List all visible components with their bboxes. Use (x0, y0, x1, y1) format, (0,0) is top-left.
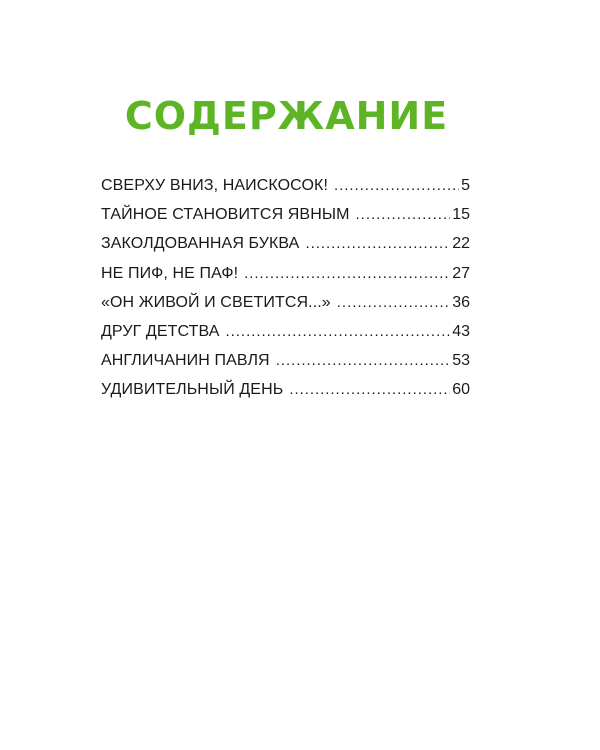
toc-leader-dots (244, 259, 450, 288)
toc-entry-page: 5 (461, 177, 470, 194)
toc-entry-title: УДИВИТЕЛЬНЫЙ ДЕНЬ (101, 381, 284, 399)
toc-entry-page: 15 (452, 206, 470, 224)
toc-leader-dots (337, 288, 450, 317)
page-title: СОДЕРЖАНИЕ (124, 94, 449, 138)
toc-entry-title: СВЕРХУ ВНИЗ, НАИСКОСОК! (101, 177, 328, 194)
toc-entry-page: 22 (452, 235, 470, 253)
table-of-contents (101, 171, 470, 405)
toc-entry (101, 259, 470, 288)
toc-entry-title: ТАЙНОЕ СТАНОВИТСЯ ЯВНЫМ (101, 206, 350, 224)
toc-entry-title: НЕ ПИФ, НЕ ПАФ! (101, 264, 239, 282)
toc-entry (101, 171, 470, 200)
toc-leader-dots (356, 200, 451, 229)
toc-leader-dots (226, 317, 451, 346)
toc-entry-title: ЗАКОЛДОВАННАЯ БУКВА (101, 235, 300, 253)
toc-entry-title: «ОН ЖИВОЙ И СВЕТИТСЯ...» (101, 293, 331, 311)
toc-entry-title: ДРУГ ДЕТСТВА (101, 322, 220, 340)
toc-leader-dots (334, 171, 459, 200)
toc-entry (101, 229, 470, 258)
toc-leader-dots (276, 346, 451, 375)
toc-entry-page: 60 (452, 381, 470, 399)
toc-entry (101, 288, 470, 317)
toc-entry (101, 346, 470, 375)
toc-entry (101, 200, 470, 229)
toc-entry-page: 27 (452, 264, 470, 282)
toc-entry-page: 36 (452, 293, 470, 311)
toc-entry (101, 317, 470, 346)
toc-entry-title: АНГЛИЧАНИН ПАВЛЯ (101, 352, 270, 370)
toc-entry (101, 375, 470, 404)
toc-leader-dots (289, 375, 450, 404)
toc-entry-page: 43 (452, 322, 470, 340)
toc-leader-dots (305, 229, 450, 258)
toc-entry-page: 53 (452, 352, 470, 370)
